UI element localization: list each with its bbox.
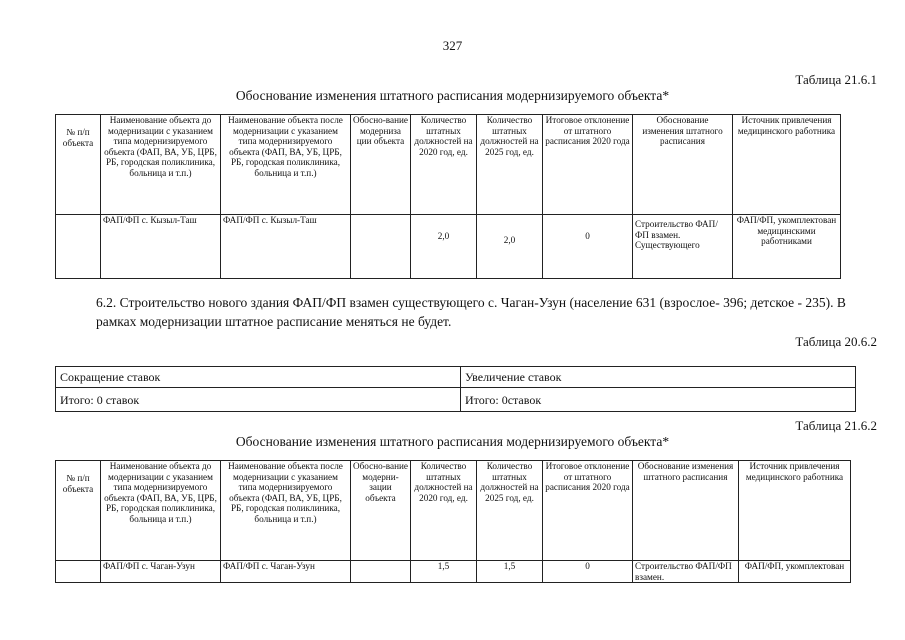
staffing-table-2: [55, 460, 851, 583]
header-qty-2025: Количество штатных должностей на 2025 год, ед.: [477, 461, 543, 561]
header-qty-2020: Количество штатных должностей на 2020 год, ед.: [411, 115, 477, 215]
header-qty-2025: Количество штатных должностей на 2025 год, ед.: [477, 115, 543, 215]
table-title: Обоснование изменения штатного расписания модернизируемого объекта*: [235, 88, 670, 103]
header-staff-justification: Обоснование изменения штатного расписания: [633, 461, 739, 561]
header-source: Источник привлечения медицинского работника: [733, 115, 841, 215]
header-before: Наименование объекта до модернизации с указанием типа модернизируемого объекта (ФАП, ВА, УБ, ЦРБ, РБ, городская поликлиника, больница и т.п.): [101, 461, 221, 561]
header-after: Наименование объекта после модернизации с указанием типа модернизируемого объекта (ФАП, ВА, УБ, ЦРБ, РБ, городская поликлиника, больница и т.п.): [221, 461, 351, 561]
table-number: Таблица 21.6.1: [795, 72, 877, 87]
cell-before: ФАП/ФП с. Чаган-Узун: [101, 561, 221, 583]
header-source: Источник привлечения медицинского работника: [739, 461, 851, 561]
header-before: Наименование объекта до модернизации с указанием типа модернизируемого объекта (ФАП, ВА, УБ, ЦРБ, РБ, городская поликлиника, больница и т.п.): [101, 115, 221, 215]
rates-increase-header: Увеличение ставок: [461, 367, 856, 388]
cell-staff-justification: Строительство ФАП/ФП взамен.: [633, 561, 739, 583]
table-number: Таблица 20.6.2: [795, 334, 877, 349]
header-justification: Обосно-вание модерни-зации объекта: [351, 461, 411, 561]
table-title: Обоснование изменения штатного расписания модернизируемого объекта*: [235, 434, 670, 449]
header-justification: Обосно-вание модерниза ции объекта: [351, 115, 411, 215]
cell-justification: [351, 561, 411, 583]
header-after: Наименование объекта после модернизации с указанием типа модернизируемого объекта (ФАП, ВА, УБ, ЦРБ, РБ, городская поликлиника, больница и т.п.): [221, 115, 351, 215]
cell-total: 0: [543, 215, 633, 279]
rates-decrease-total: Итого: 0 ставок: [56, 388, 461, 412]
table-number: Таблица 21.6.2: [795, 418, 877, 433]
cell-before: ФАП/ФП с. Кызыл-Таш: [101, 215, 221, 279]
cell-qty-2020: 2,0: [411, 215, 477, 279]
table-row: [56, 561, 851, 583]
table-row: [56, 388, 856, 412]
cell-num: [56, 561, 101, 583]
table-header-row: [56, 115, 841, 215]
header-qty-2020: Количество штатных должностей на 2020 год, ед.: [411, 461, 477, 561]
cell-qty-2025: 2,0: [477, 215, 543, 279]
cell-after: ФАП/ФП с. Чаган-Узун: [221, 561, 351, 583]
cell-source: ФАП/ФП, укомплектован медицинскими работниками: [733, 215, 841, 279]
header-total: Итоговое отклонение от штатного расписания 2020 года: [543, 115, 633, 215]
page-number: 327: [442, 38, 463, 53]
cell-qty-2020: 1,5: [411, 561, 477, 583]
cell-after: ФАП/ФП с. Кызыл-Таш: [221, 215, 351, 279]
paragraph-text: 6.2. Строительство нового здания ФАП/ФП взамен существующего с. Чаган-Узун (население 631 (взрослое- 396; детское - 235). В рамках модернизации штатное расписание меняться не будет.: [96, 295, 846, 329]
table-row: [56, 215, 841, 279]
header-num: № п/п объекта: [56, 461, 101, 561]
table-header-row: [56, 461, 851, 561]
rates-decrease-header: Сокращение ставок: [56, 367, 461, 388]
cell-qty-2025: 1,5: [477, 561, 543, 583]
section-paragraph: [96, 293, 866, 331]
header-staff-justification: Обоснование изменения штатного расписания: [633, 115, 733, 215]
table-row: [56, 367, 856, 388]
cell-num: [56, 215, 101, 279]
cell-source: ФАП/ФП, укомплектован: [739, 561, 851, 583]
cell-total: 0: [543, 561, 633, 583]
header-total: Итоговое отклонение от штатного расписания 2020 года: [543, 461, 633, 561]
rates-table: [55, 366, 856, 412]
rates-increase-total: Итого: 0ставок: [461, 388, 856, 412]
cell-justification: [351, 215, 411, 279]
cell-staff-justification: Строительство ФАП/ФП взамен. Существующего: [633, 215, 733, 279]
staffing-table-1: [55, 114, 841, 279]
header-num: № п/п объекта: [56, 115, 101, 215]
